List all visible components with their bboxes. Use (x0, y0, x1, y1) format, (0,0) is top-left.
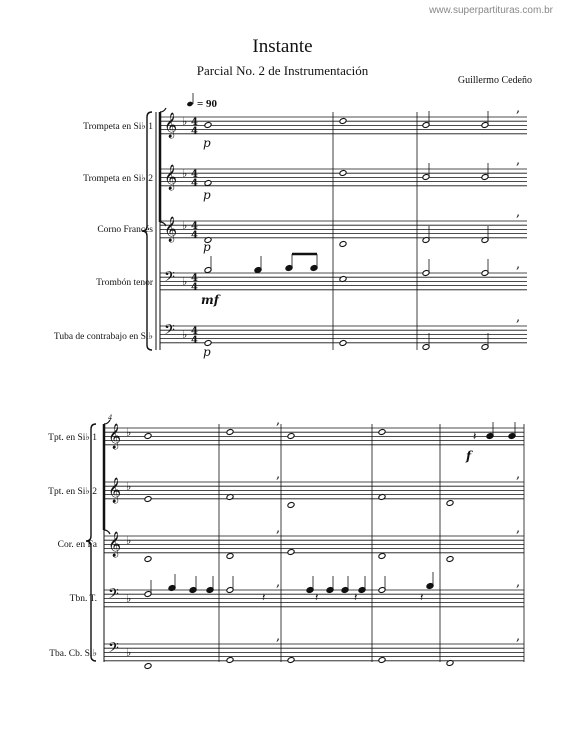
whole-note (144, 433, 152, 440)
flat-icon: ♭ (182, 328, 188, 341)
instrument-name: Tpt. en Si♭ 1 (48, 433, 97, 443)
flat-icon: ♭ (182, 219, 188, 232)
breath-mark: , (516, 205, 521, 220)
dynamic-p: p (203, 345, 211, 359)
treble-clef-icon: 𝄞 (164, 113, 178, 138)
whole-note (226, 657, 234, 664)
whole-note (204, 180, 212, 187)
breath-mark: , (276, 521, 281, 536)
tempo-text: = 90 (197, 98, 218, 110)
time-signature: 4 (191, 282, 198, 293)
instrument-name: Corno Francés (97, 225, 153, 235)
whole-note (446, 556, 454, 563)
bass-clef-icon: 𝄢 (108, 640, 119, 660)
time-signature: 4 (191, 126, 198, 137)
whole-note (378, 657, 386, 664)
breath-mark: , (516, 153, 521, 168)
whole-note (378, 553, 386, 560)
whole-note (226, 553, 234, 560)
time-signature: 4 (191, 326, 198, 337)
instrument-name: Trombón tenor (96, 278, 153, 288)
treble-clef-icon: 𝄞 (164, 217, 178, 242)
time-signature: 4 (191, 230, 198, 241)
dynamic-p: p (203, 136, 211, 150)
whole-note (446, 500, 454, 507)
instrument-name: Tpt. en Si♭ 2 (48, 487, 97, 497)
breath-mark: , (516, 101, 521, 116)
flat-icon: ♭ (182, 275, 188, 288)
dynamic-p: p (203, 188, 211, 202)
whole-note (287, 657, 295, 664)
tempo-marking (186, 93, 217, 110)
dynamic-f: f (466, 449, 472, 463)
instrument-name: Trompeta en Si♭ 1 (83, 122, 153, 132)
breath-mark: , (276, 629, 281, 644)
whole-note (287, 502, 295, 509)
breath-mark: , (516, 575, 521, 590)
time-signature: 4 (191, 335, 198, 346)
time-signature: 4 (191, 169, 198, 180)
treble-clef-icon: 𝄞 (108, 478, 122, 503)
breath-mark: , (516, 257, 521, 272)
time-signature: 4 (191, 117, 198, 128)
time-signature: 4 (191, 273, 198, 284)
rest: 𝄽 (354, 591, 358, 604)
flat-icon: ♭ (182, 167, 188, 180)
whole-note (226, 429, 234, 436)
breath-mark: , (516, 629, 521, 644)
instrument-name: Tba. Cb. Si♭ (49, 649, 97, 659)
whole-note (339, 118, 347, 125)
whole-note (339, 170, 347, 177)
breath-mark: , (516, 521, 521, 536)
time-signature: 4 (191, 221, 198, 232)
dynamic-mf: mf (201, 293, 219, 307)
whole-note (339, 241, 347, 248)
breath-mark: , (276, 575, 281, 590)
rest: 𝄽 (473, 430, 477, 443)
instrument-name: Cor. en Fa (57, 540, 97, 550)
score-title: Instante (252, 36, 313, 57)
flat-icon: ♭ (182, 115, 188, 128)
dynamic-p: p (203, 240, 211, 254)
whole-note (144, 496, 152, 503)
whole-note (204, 122, 212, 129)
whole-note (144, 663, 152, 670)
system-1 (142, 108, 527, 350)
whole-note (144, 556, 152, 563)
flat-icon: ♭ (126, 592, 132, 605)
breath-mark: , (516, 310, 521, 325)
system-2 (86, 420, 524, 662)
treble-clef-icon: 𝄞 (108, 424, 122, 449)
rest: 𝄽 (315, 591, 319, 604)
flat-icon: ♭ (126, 646, 132, 659)
whole-note (378, 429, 386, 436)
rest: 𝄽 (420, 591, 424, 604)
measure-number: 4 (108, 413, 112, 422)
instrument-name: Tbn. T. (69, 594, 97, 604)
score-subtitle: Parcial No. 2 de Instrumentación (196, 63, 369, 78)
flat-icon: ♭ (126, 480, 132, 493)
rest: 𝄽 (262, 591, 266, 604)
whole-note (287, 433, 295, 440)
breath-mark: , (276, 467, 281, 482)
breath-mark: , (276, 413, 281, 428)
treble-clef-icon: 𝄞 (108, 532, 122, 557)
bass-clef-icon: 𝄢 (164, 322, 175, 342)
breath-mark: , (516, 467, 521, 482)
instrument-name: Tuba de contrabajo en Si♭ (53, 332, 153, 342)
flat-icon: ♭ (126, 426, 132, 439)
whole-note (287, 549, 295, 556)
whole-note (339, 340, 347, 347)
time-signature: 4 (191, 178, 198, 189)
bass-clef-icon: 𝄢 (108, 586, 119, 606)
watermark: www.superpartituras.com.br (429, 5, 553, 16)
instrument-name: Trompeta en Si♭ 2 (83, 174, 153, 184)
treble-clef-icon: 𝄞 (164, 165, 178, 190)
bass-clef-icon: 𝄢 (164, 269, 175, 289)
flat-icon: ♭ (126, 534, 132, 547)
composer: Guillermo Cedeño (457, 75, 532, 86)
